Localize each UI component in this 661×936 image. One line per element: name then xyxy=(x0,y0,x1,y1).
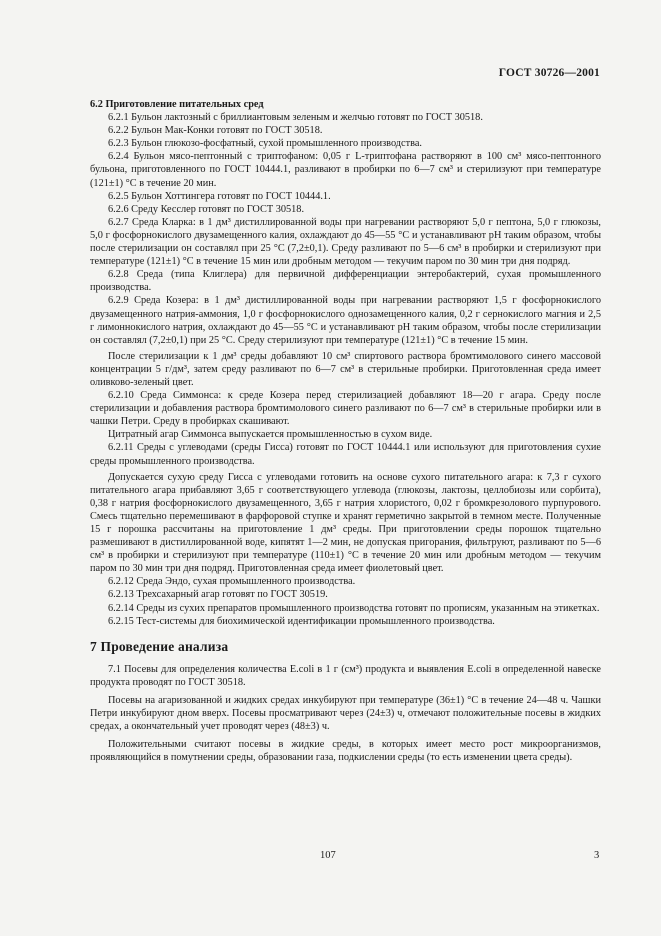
section-6-2-heading: 6.2 Приготовление питательных сред xyxy=(90,99,264,110)
paragraph-6-2-15: 6.2.15 Тест-системы для биохимической идентификации промышленного производства. xyxy=(108,615,495,627)
paragraph-6-2-9: 6.2.9 Среда Козера: в 1 дм³ дистиллированной воды при нагревании растворяют 1,5 г фосфорнокислого двузамещенного натрия-аммония, 1,0 г фосфорнокислого однозамещенного калия, 0,2 г сернокислого магния и 2,5 г лимоннокислого натрия, охлаждают до 45—55 °С и устанавливают рН таким образом, чтобы после стерилизации он составлял (7,2±0,1) при 25 °С. Среду стерилизуют при температуре (121±1) °С в течение 15 мин. xyxy=(90,295,601,346)
paragraph-6-2-5: 6.2.5 Бульон Хоттингера готовят по ГОСТ 10444.1. xyxy=(108,190,331,202)
paragraph-6-2-11-continued: Допускается сухую среду Гисса с углеводами готовить на основе сухого питательного агара: к 7,3 г сухого питательного агара прибавляют 3,65 г соответствующего углевода (глюкозы, лактозы, целлобиозы или сорбита), 0,38 г натрия фосфорнокислого двузамещенного, 3,65 г натрия хлористого, 0,02 г бромкрезолового пурпурового. Смесь тщательно перемешивают в фарфоровой ступке и хранят герметично закрытой в темном месте. Полученные 15 г порошка рассчитаны на приготовление 1 дм³ среды. При приготовлении среды порошок тщательно размешивают в дистиллированной воде, кипятят 1—2 мин, не допуская пригорания, фильтруют, разливают по 5—6 см³ в пробирки и стерилизуют при температуре (110±1) °С в течение 20 мин или дробным методом — текучим паром по 30 мин три дня подряд. Приготовленная среда имеет фиолетовый цвет. xyxy=(90,471,601,575)
paragraph-6-2-7: 6.2.7 Среда Кларка: в 1 дм³ дистиллированной воды при нагревании растворяют 5,0 г пептона, 5,0 г глюкозы, 5,0 г фосфорнокислого двузамещенного калия, охлаждают до 45—55 °С и устанавливают рН таким образом, чтобы после стерилизации он составлял при 25 °С (7,2±0,1). Среду разливают по 5—6 см³ в пробирки и стерилизуют при температуре (121±1) °С в течение 15 мин или дробным методом — текучим паром по 30 мин три дня подряд. xyxy=(90,216,601,268)
paragraph-7-1-continued: Посевы на агаризованной и жидких средах инкубируют при температуре (36±1) °С в течение 24—48 ч. Чашки Петри инкубируют дном вверх. Посевы просматривают через (24±3) ч, отмечают положительные посевы в жидких средах, а окончательный учет проводят через (48±3) ч. xyxy=(90,695,601,733)
paragraph-6-2-8: 6.2.8 Среда (типа Клиглера) для первичной дифференциации энтеробактерий, сухая промышленного производства. xyxy=(90,269,601,294)
paragraph-7-1-conclusion: Положительными считают посевы в жидкие среды, в которых имеет место рост микроорганизмов, проявляющийся в помутнении среды, образовании газа, подкислении среды (то есть изменении цвета среды). xyxy=(90,739,601,764)
paragraph-6-2-10-continued: Цитратный агар Симмонса выпускается промышленностью в сухом виде. xyxy=(108,429,433,441)
paragraph-6-2-11: 6.2.11 Среды с углеводами (среды Гисса) готовят по ГОСТ 10444.1 или используют для приготовления сухие среды промышленного производства. xyxy=(90,442,601,467)
paragraph-6-2-6: 6.2.6 Среду Кесслер готовят по ГОСТ 30518. xyxy=(108,203,305,215)
paragraph-6-2-1: 6.2.1 Бульон лактозный с бриллиантовым зеленым и желчью готовят по ГОСТ 30518. xyxy=(108,112,483,124)
paragraph-6-2-12: 6.2.12 Среда Эндо, сухая промышленного производства. xyxy=(108,576,356,588)
paragraph-6-2-13: 6.2.13 Трехсахарный агар готовят по ГОСТ 30519. xyxy=(108,589,328,601)
paragraph-7-1: 7.1 Посевы для определения количества E.coli в 1 г (см³) продукта и выявления E.coli в определенной навеске продукта проводят по ГОСТ 30518. xyxy=(90,663,601,688)
document-body xyxy=(90,98,601,765)
document-page-number: 3 xyxy=(594,850,600,861)
paragraph-6-2-3: 6.2.3 Бульон глюкозо-фосфатный, сухой промышленного производства. xyxy=(108,138,422,150)
paragraph-6-2-9-continued: После стерилизации к 1 дм³ среды добавляют 10 см³ спиртового раствора бромтимолового синего массовой концентрации 5 г/дм³, затем среду разливают по 6—7 см³ в стерильные пробирки. Приготовленная среда имеет оливково-зеленый цвет. xyxy=(90,350,601,388)
section-7-heading: 7 Проведение анализа xyxy=(90,638,229,654)
paragraph-6-2-10: 6.2.10 Среда Симмонса: к среде Козера перед стерилизацией добавляют 18—20 г агара. Среду после стерилизации и добавления раствора бромтимолового синего разливают по 6—7 см³ в стерильные пробирки или в чашки Петри. Среду в пробирках скашивают. xyxy=(90,390,601,428)
paragraph-6-2-2: 6.2.2 Бульон Мак-Конки готовят по ГОСТ 30518. xyxy=(108,125,323,137)
book-page-number: 107 xyxy=(320,850,336,861)
paragraph-6-2-4: 6.2.4 Бульон мясо-пептонный с триптофаном: 0,05 г L-триптофана растворяют в 100 см³ мясо-пептонного бульона, приготовленного по ГОСТ 10444.1, разливают в пробирки по 6—7 см³ и стерилизуют при температуре (121±1) °С в течение 20 мин. xyxy=(90,151,601,189)
paragraph-6-2-14: 6.2.14 Среды из сухих препаратов промышленного производства готовят по прописям, указанным на этикетках. xyxy=(108,602,600,614)
standard-header: ГОСТ 30726—2001 xyxy=(498,67,600,79)
